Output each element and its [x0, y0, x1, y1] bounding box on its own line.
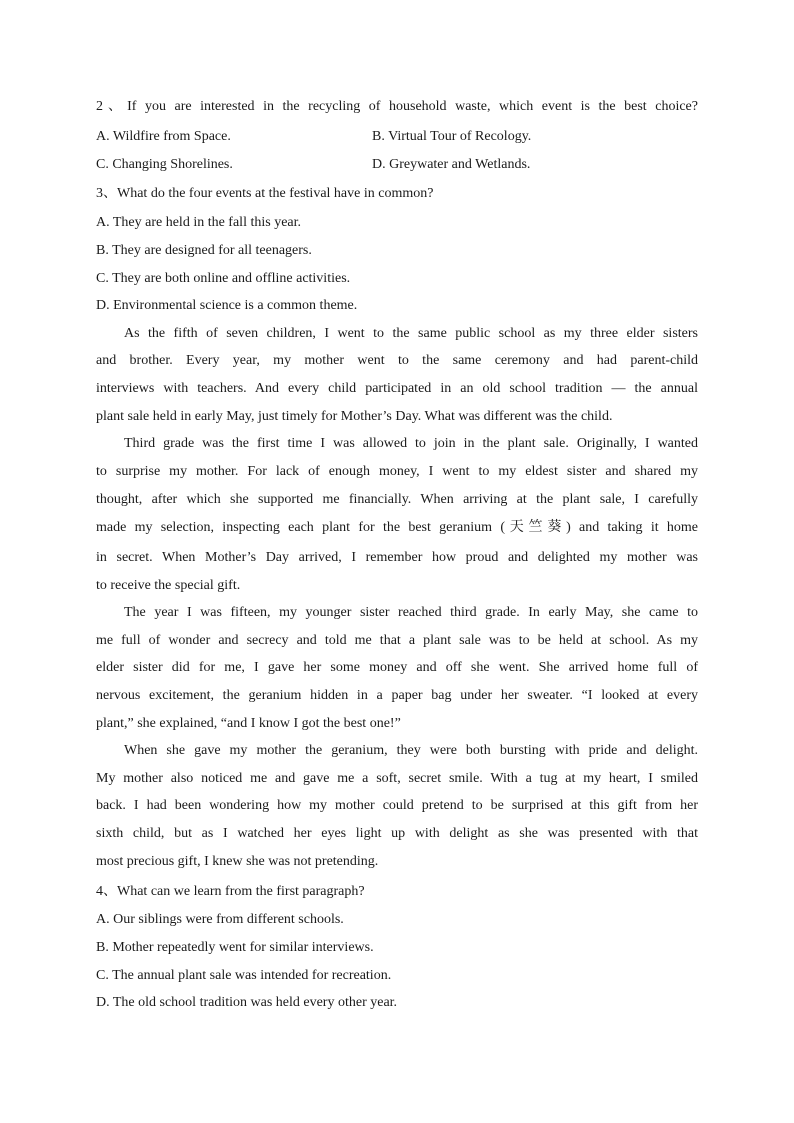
- passage-p4-line-5: most precious gift, I knew she was not pretending.: [96, 854, 379, 869]
- passage-p3-line-2: me full of wonder and secrecy and told me that a plant sale was to be held at school. As my: [96, 633, 698, 648]
- passage-p2-line-1: Third grade was the first time I was allowed to join in the plant sale. Originally, I wanted: [124, 436, 698, 451]
- question-2-options-row-2: [96, 155, 698, 175]
- passage-p4-line-1: When she gave my mother the geranium, they were both bursting with pride and delight.: [124, 743, 698, 758]
- question-4-option-c: C. The annual plant sale was intended for recreation.: [96, 968, 392, 983]
- passage-p4-line-2: My mother also noticed me and gave me a soft, secret smile. With a tug at my heart, I smiled: [96, 771, 698, 786]
- passage-p3-line-1: The year I was fifteen, my younger sister reached third grade. In early May, she came to: [124, 605, 698, 620]
- question-2-option-b: B. Virtual Tour of Recology.: [372, 129, 532, 144]
- passage-p3-line-5: plant,” she explained, “and I know I got the best one!”: [96, 716, 401, 731]
- question-2-stem: 2、If you are interested in the recycling of household waste, which event is the best choice?: [96, 99, 698, 114]
- passage-p1-line-3: interviews with teachers. And every child participated in an old school tradition — the annual: [96, 381, 698, 396]
- question-4-stem: 4、What can we learn from the first paragraph?: [96, 884, 365, 899]
- question-4-option-a: A. Our siblings were from different schools.: [96, 912, 344, 927]
- passage-p4-line-4: sixth child, but as I watched her eyes light up with delight as she was presented with that: [96, 826, 698, 841]
- passage-p1-line-2: and brother. Every year, my mother went to the same ceremony and had parent-child: [96, 353, 698, 368]
- passage-p1-line-1: As the fifth of seven children, I went to the same public school as my three elder sisters: [124, 326, 698, 341]
- question-2-option-d: D. Greywater and Wetlands.: [372, 157, 531, 172]
- passage-p2-line-4: made my selection, inspecting each plant for the best geranium (天竺葵) and taking it home: [96, 520, 698, 535]
- question-3-option-c: C. They are both online and offline activities.: [96, 271, 351, 286]
- question-2-option-c: C. Changing Shorelines.: [96, 157, 233, 172]
- question-2-options-row-1: [96, 127, 698, 147]
- passage-p3-line-3: elder sister did for me, I gave her some money and off she went. She arrived home full of: [96, 660, 698, 675]
- question-3-option-a: A. They are held in the fall this year.: [96, 215, 302, 230]
- passage-p2-line-5: in secret. When Mother’s Day arrived, I remember how proud and delighted my mother was: [96, 550, 698, 565]
- passage-p2-line-3: thought, after which she supported me financially. When arriving at the plant sale, I carefully: [96, 492, 698, 507]
- passage-p3-line-4: nervous excitement, the geranium hidden in a paper bag under her sweater. “I looked at every: [96, 688, 698, 703]
- passage-p2-line-6: to receive the special gift.: [96, 578, 241, 593]
- question-3-option-b: B. They are designed for all teenagers.: [96, 243, 312, 258]
- question-4-option-b: B. Mother repeatedly went for similar interviews.: [96, 940, 374, 955]
- question-4-option-d: D. The old school tradition was held every other year.: [96, 995, 398, 1010]
- passage-p2-line-2: to surprise my mother. For lack of enough money, I went to my eldest sister and shared my: [96, 464, 698, 479]
- passage-p1-line-4: plant sale held in early May, just timely for Mother’s Day. What was different was the child.: [96, 409, 613, 424]
- question-2-option-a: A. Wildfire from Space.: [96, 129, 231, 144]
- question-3-option-d: D. Environmental science is a common theme.: [96, 298, 358, 313]
- question-3-stem: 3、What do the four events at the festival have in common?: [96, 186, 434, 201]
- passage-p4-line-3: back. I had been wondering how my mother could pretend to be surprised at this gift from her: [96, 798, 698, 813]
